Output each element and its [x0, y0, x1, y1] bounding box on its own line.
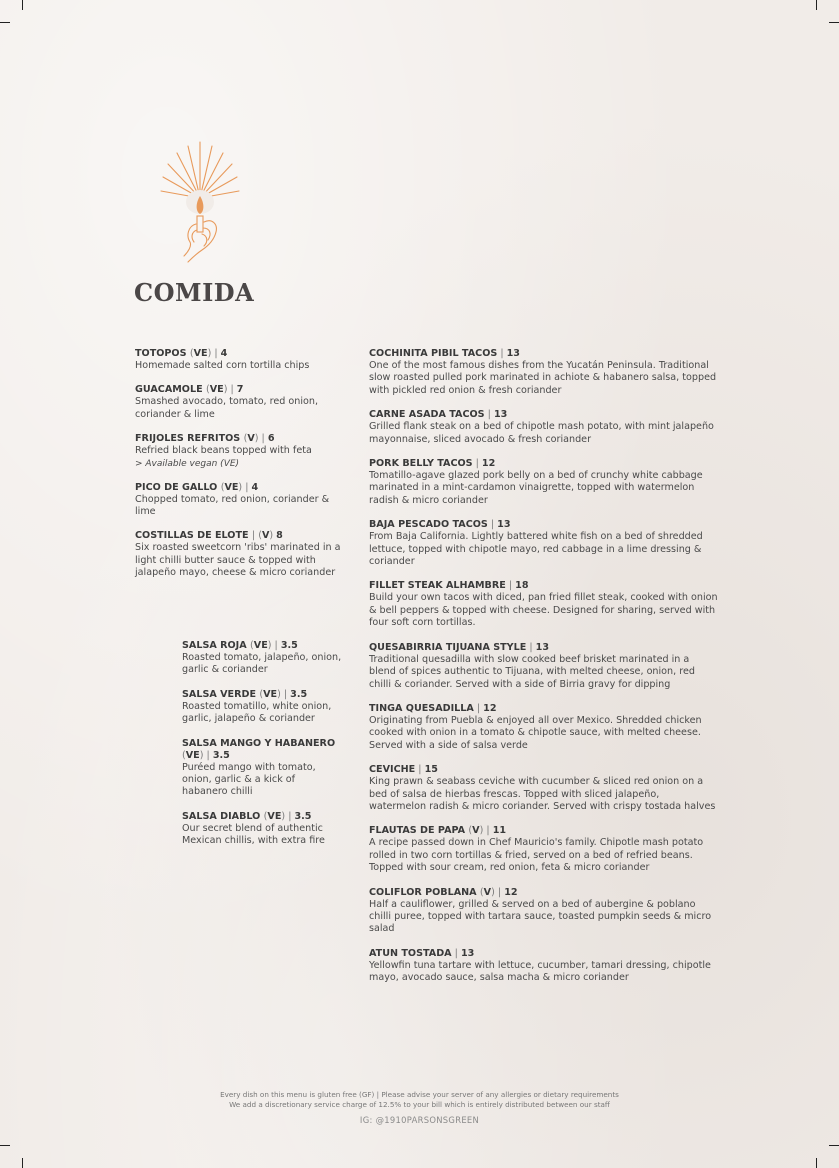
item-title: ATUN TOSTADA | 13	[369, 947, 475, 959]
item-title: COLIFLOR POBLANA (V) | 12	[369, 886, 518, 898]
item-desc: Six roasted sweetcorn 'ribs' marinated in a light chilli butter sauce & topped with jalapeño mayo, cheese & micro coriander	[135, 542, 341, 579]
item-desc: Tomatillo-agave glazed pork belly on a bed of crunchy white cabbage marinated in a mint-cardamon vinaigrette, topped with watermelon radish & micro coriander	[369, 470, 703, 506]
item-name: TOTOPOS	[135, 348, 187, 359]
item-title: SALSA ROJA (VE) | 3.5	[182, 640, 298, 651]
item-title: FILLET STEAK ALHAMBRE | 18	[369, 580, 529, 592]
item-desc: Traditional quesadilla with slow cooked beef brisket marinated in a blend of spices authentic to Tijuana, with melted cheese, onion, red chilli & coriander. Served with a side of Birria gravy for dipping	[369, 653, 695, 690]
item-desc: Roasted tomato, jalapeño, onion, garlic & coriander	[182, 652, 342, 676]
menu-item	[369, 348, 719, 397]
starters-list	[135, 348, 345, 592]
item-desc: A recipe passed down in Chef Mauricio's family. Chipotle mash potato rolled in two corn tortillas & fried, served on a bed of refried beans. Topped with sour cream, red onion, feta & micro coriander	[369, 837, 704, 874]
item-title: PORK BELLY TACOS | 12	[369, 458, 496, 470]
item-tag: V	[247, 433, 255, 445]
salsas-list	[182, 640, 342, 860]
crop-mark	[816, 1158, 817, 1168]
item-tag: VE	[224, 481, 239, 493]
menu-item	[135, 482, 345, 519]
item-desc: Homemade salted corn tortilla chips	[135, 360, 310, 371]
item-price: 4	[251, 481, 259, 493]
item-price: 12	[483, 702, 497, 714]
item-name: PICO DE GALLO	[135, 481, 218, 493]
crop-mark	[816, 0, 817, 10]
item-price: 15	[424, 764, 438, 776]
item-tag: VE	[267, 810, 282, 822]
menu-item	[182, 689, 342, 726]
item-price: 11	[492, 825, 507, 837]
item-title: BAJA PESCADO TACOS | 13	[369, 519, 511, 531]
item-title: FRIJOLES REFRITOS (V) | 6	[135, 433, 275, 445]
item-price: 13	[506, 348, 520, 359]
menu-item	[135, 530, 345, 579]
item-title: COCHINITA PIBIL TACOS | 13	[369, 348, 520, 359]
item-title: FLAUTAS DE PAPA (V) | 11	[369, 825, 507, 837]
menu-item	[369, 642, 719, 691]
item-desc: Yellowfin tuna tartare with lettuce, cucumber, tamari dressing, chipotle mayo, avocado sauce, salsa macha & micro coriander	[369, 959, 711, 984]
item-title: SALSA DIABLO (VE) | 3.5	[182, 810, 312, 822]
item-price: 13	[493, 409, 508, 421]
item-name: TINGA QUESADILLA	[369, 702, 474, 714]
item-title: COSTILLAS DE ELOTE | (V) 8	[135, 530, 283, 542]
item-title: CARNE ASADA TACOS | 13	[369, 409, 508, 421]
menu-item	[369, 458, 719, 507]
item-name: CARNE ASADA TACOS	[369, 409, 485, 421]
crop-mark	[22, 1158, 23, 1168]
item-desc: Roasted tomatillo, white onion, garlic, jalapeño & coriander	[182, 700, 332, 725]
item-title: PICO DE GALLO (VE) | 4	[135, 481, 259, 493]
item-price: 12	[481, 458, 496, 470]
item-tag: VE	[193, 348, 208, 359]
item-name: PORK BELLY TACOS	[369, 458, 473, 470]
item-desc: One of the most famous dishes from the Yucatán Peninsula. Traditional slow roasted pulled pork marinated in achiote & habanero salsa, topped with pickled red onion & fresh coriander	[369, 360, 717, 396]
item-desc: Originating from Puebla & enjoyed all over Mexico. Shredded chicken cooked with onion in a tomato & chipotle sauce, with melted cheese. Served with a side of salsa verde	[369, 714, 702, 751]
item-name: CEVICHE	[369, 764, 416, 776]
item-name: QUESABIRRIA TIJUANA STYLE	[369, 641, 527, 653]
crop-mark	[0, 1145, 10, 1146]
item-name: SALSA VERDE	[182, 688, 257, 700]
item-price: 8	[276, 530, 283, 542]
menu-item	[135, 348, 345, 372]
mains-list	[369, 348, 719, 997]
item-name: COLIFLOR POBLANA	[369, 886, 477, 898]
item-name: SALSA ROJA	[182, 640, 247, 651]
item-name: FLAUTAS DE PAPA	[369, 825, 466, 837]
item-desc: Refried black beans topped with feta	[135, 445, 312, 457]
menu-item	[369, 825, 719, 874]
item-price: 13	[497, 519, 511, 531]
menu-item	[182, 640, 342, 677]
menu-item	[369, 409, 719, 446]
menu-item	[369, 948, 719, 985]
item-tag: VE	[185, 749, 200, 761]
menu-item	[135, 384, 345, 421]
menu-item	[369, 703, 719, 752]
instagram-handle: IG: @1910PARSONSGREEN	[359, 1115, 480, 1125]
item-price: 6	[267, 433, 275, 445]
item-desc: Smashed avocado, tomato, red onion, coriander & lime	[135, 396, 319, 420]
item-title: SALSA MANGO Y HABANERO (VE) | 3.5	[182, 737, 336, 761]
item-title: QUESABIRRIA TIJUANA STYLE | 13	[369, 641, 549, 653]
item-tag: VE	[209, 384, 224, 396]
crop-mark	[829, 22, 839, 23]
item-name: FILLET STEAK ALHAMBRE	[369, 580, 506, 592]
menu-item	[182, 738, 342, 799]
item-desc: Our secret blend of authentic Mexican chillis, with extra fire	[182, 822, 325, 847]
item-name: COCHINITA PIBIL TACOS	[369, 348, 498, 359]
item-tag: VE	[253, 640, 268, 651]
item-name: COSTILLAS DE ELOTE	[135, 530, 249, 542]
item-desc: Build your own tacos with diced, pan fried fillet steak, cooked with onion & bell peppers & topped with cheese. Designed for sharing, served with four soft corn tortillas.	[369, 592, 718, 629]
hands-holding-candle-icon	[158, 138, 242, 270]
item-name: GUACAMOLE	[135, 384, 203, 396]
item-desc: Puréed mango with tomato, onion, garlic & a kick of habanero chilli	[182, 761, 316, 798]
menu-item	[369, 580, 719, 629]
item-title: GUACAMOLE (VE) | 7	[135, 384, 244, 396]
footer-service-note: We add a discretionary service charge of 12.5% to your bill which is entirely distributed between our staff	[229, 1100, 610, 1109]
item-name: ATUN TOSTADA	[369, 947, 452, 959]
item-name: FRIJOLES REFRITOS	[135, 433, 241, 445]
item-price: 12	[504, 886, 518, 898]
item-name: BAJA PESCADO TACOS	[369, 519, 488, 531]
item-price: 13	[460, 947, 475, 959]
item-price: 13	[535, 641, 549, 653]
item-name: SALSA DIABLO	[182, 810, 261, 822]
item-tag: V	[483, 886, 492, 898]
item-desc: From Baja California. Lightly battered white fish on a bed of shredded lettuce, topped with chipotle mayo, red cabbage in a lime dressing & coriander	[369, 531, 703, 568]
page-title: COMIDA	[134, 278, 255, 307]
item-tag: V	[261, 530, 270, 542]
item-title: SALSA VERDE (VE) | 3.5	[182, 688, 308, 700]
menu-item	[369, 764, 719, 813]
item-title: TOTOPOS (VE) | 4	[135, 348, 228, 359]
menu-item	[369, 887, 719, 936]
item-tag: V	[472, 825, 480, 837]
footer-allergy-note: Every dish on this menu is gluten free (GF) | Please advise your server of any allergies or dietary requirements	[220, 1090, 619, 1099]
menu-item	[135, 433, 345, 469]
item-tag: VE	[263, 688, 278, 700]
item-price: 4	[220, 348, 228, 359]
crop-mark	[0, 22, 10, 23]
item-note: > Available vegan (VE)	[135, 458, 240, 469]
item-desc: Chopped tomato, red onion, coriander & lime	[135, 493, 330, 518]
item-price: 7	[236, 384, 244, 396]
crop-mark	[829, 1145, 839, 1146]
item-price: 3.5	[294, 810, 312, 822]
item-desc: King prawn & seabass ceviche with cucumber & sliced red onion on a bed of salsa de hierbas frescas. Topped with sliced jalapeño, watermelon radish & micro coriander. Served with crispy tostada halves	[369, 776, 716, 812]
item-title: TINGA QUESADILLA | 12	[369, 702, 497, 714]
item-price: 3.5	[212, 749, 230, 761]
crop-mark	[22, 0, 23, 10]
item-price: 18	[515, 580, 529, 592]
item-title: CEVICHE | 15	[369, 764, 438, 776]
item-price: 3.5	[290, 688, 308, 700]
item-desc: Half a cauliflower, grilled & served on a bed of aubergine & poblano chilli puree, topped with tartara sauce, toasted pumpkin seeds & micro salad	[369, 898, 712, 935]
item-name: SALSA MANGO Y HABANERO	[182, 737, 336, 749]
item-desc: Grilled flank steak on a bed of chipotle mash potato, with mint jalapeño mayonnaise, sliced avocado & fresh coriander	[369, 421, 714, 445]
item-price: 3.5	[280, 640, 298, 651]
menu-item	[369, 519, 719, 568]
menu-item	[182, 811, 342, 848]
